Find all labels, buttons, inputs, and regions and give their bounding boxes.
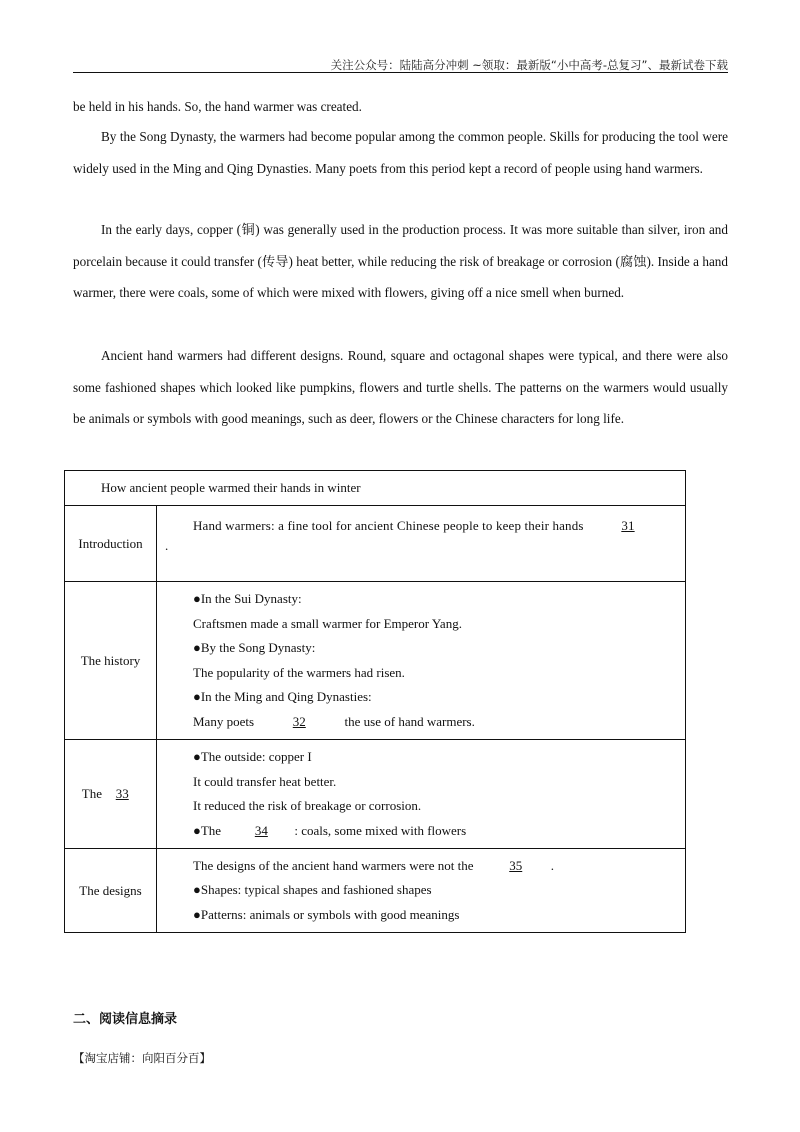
designs-text: . [550, 857, 554, 873]
designs-line-with-blank [193, 854, 685, 879]
shop-footer: 【淘宝店铺：向阳百分百】 [73, 1051, 211, 1065]
history-line-with-blank [193, 710, 685, 735]
designs-text: The designs of the ancient hand warmers were not the [193, 857, 474, 873]
blank-31[interactable]: 31 [621, 518, 635, 533]
history-content [157, 582, 686, 740]
history-label: The history [65, 582, 157, 740]
history-line: Craftsmen made a small warmer for Emperor Yang. [193, 615, 462, 631]
designs-content [157, 849, 686, 933]
blank-35[interactable]: 35 [509, 857, 523, 873]
blank-33[interactable]: 33 [115, 786, 129, 801]
materials-label [65, 740, 157, 849]
materials-line: It reduced the risk of breakage or corrosion. [193, 798, 422, 813]
paragraph-1: be held in his hands. So, the hand warmer was created. [73, 99, 362, 114]
paragraph-3: In the early days, copper (铜) was generally used in the production process. It was more suitable than silver, iron and porcelain because it could transfer (传导) heat better, while reducing the risk of breakage or corrosion (腐蚀). Inside a hand warmer, there were coals, some of which were mixed with flowers, giving off a nice smell when burned. [73, 222, 728, 300]
materials-content [157, 740, 686, 849]
paragraph-2: By the Song Dynasty, the warmers had become popular among the common people. Skills for producing the tool were widely used in the Ming and Qing Dynasties. Many poets from this period kept a record of people using hand warmers. [73, 129, 728, 176]
section-title: 二、阅读信息摘录 [73, 1012, 178, 1027]
history-line: ●In the Ming and Qing Dynasties: [193, 689, 372, 704]
introduction-trailing-dot: . [165, 537, 169, 553]
table-title: How ancient people warmed their hands in winter [65, 471, 686, 506]
table-row-introduction [65, 506, 686, 582]
table-row-materials [65, 740, 686, 849]
blank-32[interactable]: 32 [292, 713, 306, 729]
designs-label: The designs [65, 849, 157, 933]
materials-line: It could transfer heat better. [193, 773, 337, 789]
introduction-content [157, 506, 686, 582]
designs-line: ●Shapes: typical shapes and fashioned shapes [193, 882, 432, 898]
table-row-history [65, 582, 686, 740]
materials-line-with-blank [193, 819, 685, 844]
history-line: The popularity of the warmers had risen. [193, 664, 405, 680]
materials-text: : coals, some mixed with flowers [294, 822, 467, 838]
designs-line: ●Patterns: animals or symbols with good meanings [193, 906, 460, 922]
page-header: 关注公众号：陆陆高分冲刺 ~领取：最新版“小中高考-总复习”、最新试卷下载 [330, 58, 728, 72]
header-divider [73, 72, 728, 73]
introduction-label: Introduction [65, 506, 157, 582]
materials-label-prefix: The [81, 786, 102, 801]
history-text: Many poets [193, 713, 255, 729]
introduction-text: Hand warmers: a fine tool for ancient Chinese people to keep their hands [193, 518, 584, 533]
materials-line: ●The outside: copper I [193, 749, 312, 764]
table-row-designs [65, 849, 686, 933]
history-line: ●In the Sui Dynasty: [193, 591, 302, 606]
outline-table [64, 470, 686, 933]
paragraph-4: Ancient hand warmers had different designs. Round, square and octagonal shapes were typical, and there were also some fashioned shapes which looked like pumpkins, flowers and turtle shells. The patterns on the warmers would usually be animals or symbols with good meanings, such as deer, flowers or the Chinese characters for long life. [73, 348, 728, 426]
history-text: the use of hand warmers. [344, 713, 475, 729]
materials-text: ●The [193, 822, 222, 838]
history-line: ●By the Song Dynasty: [193, 640, 316, 655]
blank-34[interactable]: 34 [254, 822, 268, 838]
